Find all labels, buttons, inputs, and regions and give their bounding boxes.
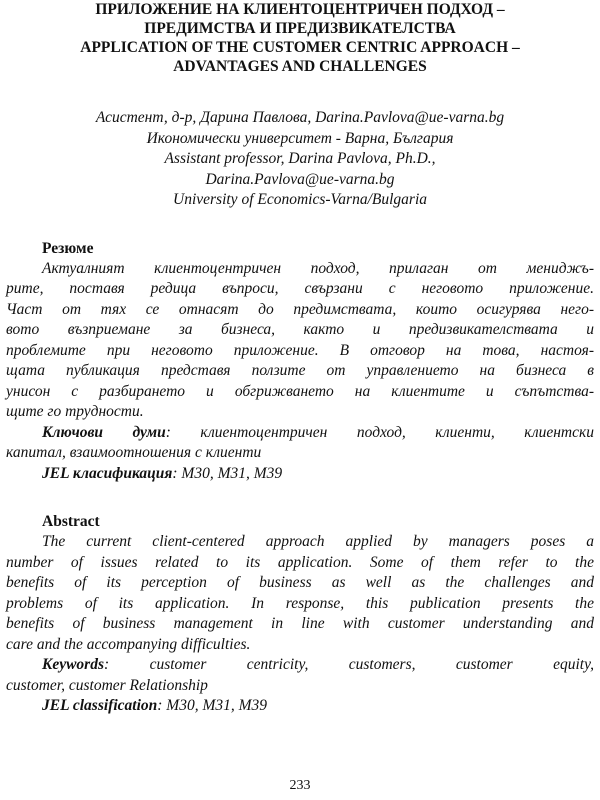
resume-line: щите го трудности. <box>6 403 144 420</box>
abstract-line: benefits of business management in line with customer understanding and <box>6 615 594 632</box>
abstract-keywords-label: Keywords <box>42 656 104 673</box>
abstract-jel-label: JEL classification <box>42 697 158 714</box>
resume-jel <box>6 464 594 485</box>
author-line-4: Darina.Pavlova@ue-varna.bg <box>205 170 395 188</box>
resume-keywords-value-2: капитал, взаимоотношения с клиенти <box>6 444 262 461</box>
abstract-keywords-value-2: customer, customer Relationship <box>6 676 208 694</box>
paper-title <box>6 0 594 76</box>
resume-line: вото възприемане за бизнеса, както и предизвикателствата и <box>6 321 594 338</box>
author-block <box>6 108 594 211</box>
resume-jel-label: JEL класификация <box>42 464 173 482</box>
resume-line: проблемите при неговото приложение. В отговор на това, настоя- <box>6 341 594 359</box>
resume-keywords-value: : клиентоцентричен подход, клиенти, клиентски <box>165 423 594 441</box>
abstract-text <box>6 532 594 655</box>
author-line-5: University of Economics-Varna/Bulgaria <box>173 191 427 208</box>
abstract-line: benefits of its perception of business as well as the challenges and <box>6 574 594 591</box>
title-bg-line-1: ПРИЛОЖЕНИЕ НА КЛИЕНТОЦЕНТРИЧЕН ПОДХОД – <box>95 1 505 18</box>
resume-keywords <box>6 423 594 464</box>
author-line-1: Асистент, д-р, Дарина Павлова, Darina.Pavlova@ue-varna.bg <box>95 109 505 126</box>
abstract-line: problems of its application. In response, this publication presents the <box>6 594 594 612</box>
resume-line: щата публикация представя ползите от управлението на бизнеса в <box>6 362 594 379</box>
title-en-line-2: ADVANTAGES AND CHALLENGES <box>173 58 427 75</box>
abstract-keywords-value: : customer centricity, customers, customer equity, <box>104 656 594 673</box>
resume-jel-value: : M30, M31, M39 <box>172 464 283 482</box>
resume-line: унисон с разбирането и обгрижването на клиентите и съпътства- <box>6 382 594 400</box>
resume-line: рите, поставя редица въпроси, свързани с неговото приложение. <box>6 280 594 297</box>
abstract-heading: Abstract <box>42 513 100 530</box>
resume-line: Актуалният клиентоцентричен подход, прилаган от мениджъ- <box>42 259 594 277</box>
author-line-2: Икономически университет - Варна, България <box>146 129 454 147</box>
resume-text <box>6 259 594 423</box>
resume-heading: Резюме <box>42 239 94 257</box>
abstract-line: number of issues related to its application. Some of them refer to the <box>6 553 594 571</box>
abstract-keywords <box>6 655 594 696</box>
title-bg-line-2: ПРЕДИМСТВА И ПРЕДИЗВИКАТЕЛСТВА <box>144 20 456 37</box>
author-line-3: Assistant professor, Darina Pavlova, Ph.D., <box>164 150 436 167</box>
page-number: 233 <box>289 778 311 793</box>
abstract-jel <box>6 696 594 717</box>
abstract-line: The current client-centered approach applied by managers poses a <box>42 533 594 550</box>
title-en-line-1: APPLICATION OF THE CUSTOMER CENTRIC APPROACH – <box>80 39 520 56</box>
resume-keywords-label: Ключови думи <box>42 423 166 441</box>
abstract-jel-value: : M30, M31, M39 <box>157 697 268 714</box>
resume-line: Част от тях се отнасят до предимствата, които осигурява него- <box>6 300 594 318</box>
abstract-line: care and the accompanying difficulties. <box>6 635 251 653</box>
